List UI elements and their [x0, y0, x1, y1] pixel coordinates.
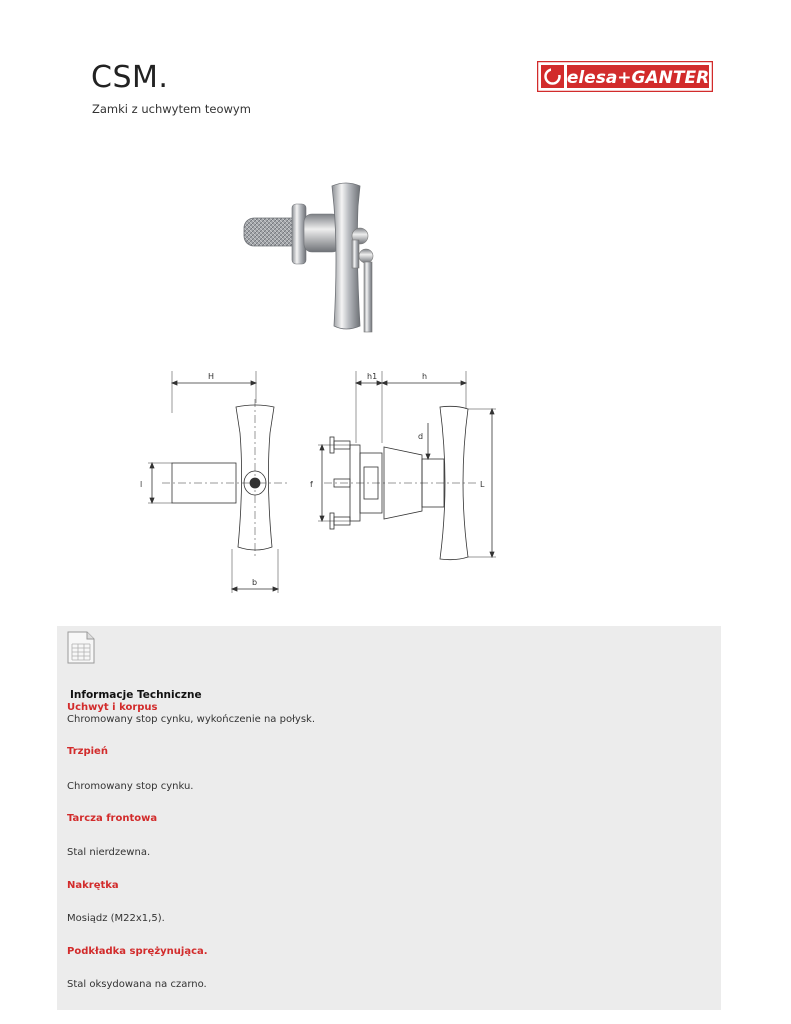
product-photo: [236, 176, 406, 338]
page-subtitle: Zamki z uchwytem teowym: [92, 102, 251, 116]
section-text-front-plate: Stal nierdzewna.: [67, 847, 151, 858]
dim-label-l: l: [140, 480, 143, 489]
dim-label-h1: h1: [367, 372, 378, 381]
brand-text: elesa+GANTER: [566, 68, 710, 88]
elesa-ganter-logo: [537, 61, 713, 92]
section-label-front-plate: Tarcza frontowa: [67, 813, 158, 824]
technical-info-heading: Informacje Techniczne: [70, 689, 202, 701]
section-label-spring-washer: Podkładka sprężynująca.: [67, 946, 208, 957]
section-label-spindle: Trzpień: [67, 746, 108, 757]
dim-label-d: d: [418, 432, 424, 441]
section-label-handle-body: Uchwyt i korpus: [67, 702, 158, 713]
section-text-spring-washer: Stal oksydowana na czarno.: [67, 979, 207, 990]
section-text-nut: Mosiądz (M22x1,5).: [67, 913, 165, 924]
dim-label-f: f: [310, 480, 313, 489]
technical-info-panel: [57, 626, 721, 1010]
document-table-icon: [66, 631, 96, 664]
page-title: CSM.: [91, 60, 169, 95]
section-label-nut: Nakrętka: [67, 880, 119, 891]
technical-drawing: [138, 363, 500, 597]
dim-label-h: h: [422, 372, 428, 381]
dim-label-b: b: [252, 578, 258, 587]
section-text-spindle: Chromowany stop cynku.: [67, 781, 194, 792]
dim-label-L: L: [480, 480, 485, 489]
section-text-handle-body: Chromowany stop cynku, wykończenie na połysk.: [67, 714, 316, 725]
dim-label-H: H: [208, 372, 215, 381]
